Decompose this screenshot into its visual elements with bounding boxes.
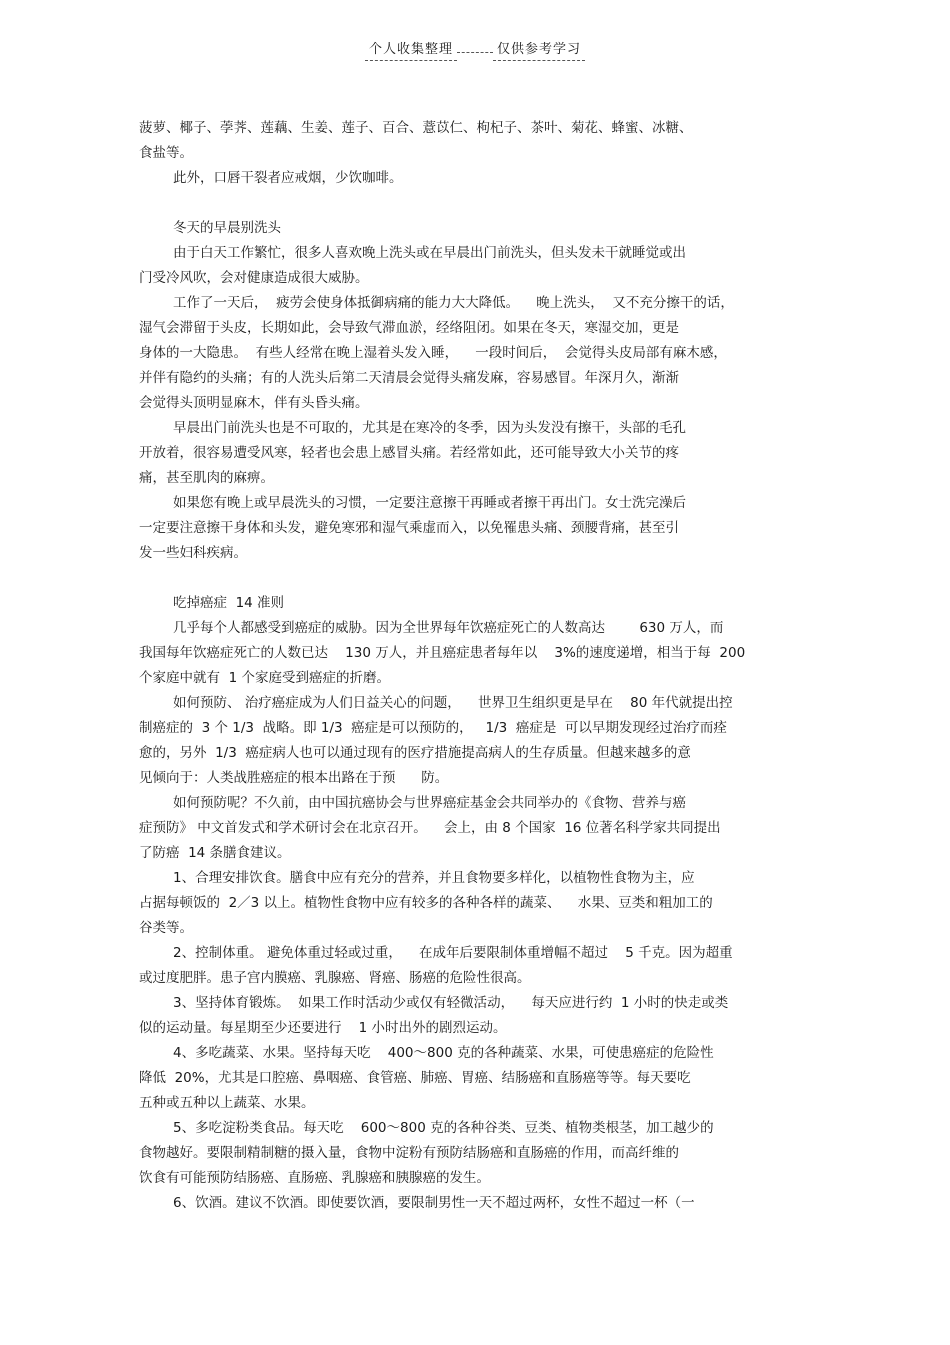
- text-line: 6、饮酒。建议不饮酒。即使要饮酒，要限制男性一天不超过两杯，女性不超过一杯（一: [173, 1195, 695, 1211]
- text-line: 我国每年饮癌症死亡的人数已达 130 万人，并且癌症患者每年以 3%的速度递增，相当于每 200: [139, 645, 746, 661]
- text-line: 降低 20%，尤其是口腔癌、鼻咽癌、食管癌、肺癌、胃癌、结肠癌和直肠癌等等。每天要吃: [139, 1070, 691, 1086]
- text-line: 症预防》 中文首发式和学术研讨会在北京召开。 会上，由 8 个国家 16 位著名科学家共同提出: [139, 820, 721, 836]
- text-line: 身体的一大隐患。 有些人经常在晚上湿着头发入睡， 一段时间后， 会觉得头皮局部有麻木感，: [139, 345, 727, 361]
- text-line: 菠萝、椰子、荸荠、莲藕、生姜、莲子、百合、薏苡仁、枸杞子、茶叶、菊花、蜂蜜、冰糖、: [139, 120, 693, 136]
- text-line: 如何预防、 治疗癌症成为人们日益关心的问题， 世界卫生组织更是早在 80 年代就提出控: [173, 695, 733, 711]
- text-line: 会觉得头顶明显麻木，伴有头昏头痛。: [139, 395, 369, 411]
- text-line: 2、控制体重。 避免体重过轻或过重， 在成年后要限制体重增幅不超过 5 千克。因为超重: [173, 945, 733, 961]
- text-line: 由于白天工作繁忙，很多人喜欢晚上洗头或在早晨出门前洗头，但头发未干就睡觉或出: [173, 245, 686, 261]
- text-line: 开放着，很容易遭受风寒，轻者也会患上感冒头痛。若经常如此，还可能导致大小关节的疼: [139, 445, 679, 461]
- text-line: 五种或五种以上蔬菜、水果。: [139, 1095, 315, 1111]
- text-line: 饮食有可能预防结肠癌、直肠癌、乳腺癌和胰腺癌的发生。: [139, 1170, 490, 1186]
- text-line: 愈的，另外 1/3 癌症病人也可以通过现有的医疗措施提高病人的生存质量。但越来越多的意: [139, 745, 691, 761]
- blank-line: [139, 191, 819, 216]
- text-line: 冬天的早晨别洗头: [173, 220, 281, 236]
- text-line: 湿气会滞留于头皮，长期如此，会导致气滞血淤，经络阻闭。如果在冬天，寒湿交加，更是: [139, 320, 679, 336]
- text-line: 4、多吃蔬菜、水果。坚持每天吃 400～800 克的各种蔬菜、水果，可使患癌症的危险性: [173, 1045, 714, 1061]
- text-line: 个家庭中就有 1 个家庭受到癌症的折磨。: [139, 670, 390, 686]
- blank-line: [139, 566, 819, 591]
- header-left-text: 个人收集整理: [365, 38, 457, 61]
- text-line: 3、坚持体育锻炼。 如果工作时活动少或仅有轻微活动， 每天应进行约 1 小时的快走或类: [173, 995, 729, 1011]
- text-line: 此外，口唇干裂者应戒烟，少饮咖啡。: [173, 170, 403, 186]
- text-line: 并伴有隐约的头痛；有的人洗头后第二天清晨会觉得头痛发麻，容易感冒。年深月久，渐渐: [139, 370, 679, 386]
- text-line: 痛，甚至肌肉的麻痹。: [139, 470, 274, 486]
- header-right-text: 仅供参考学习: [493, 38, 585, 61]
- text-line: 工作了一天后， 疲劳会使身体抵御病痛的能力大大降低。 晚上洗头， 又不充分擦干的话，: [173, 295, 734, 311]
- text-line: 食物越好。要限制精制糖的摄入量，食物中淀粉有预防结肠癌和直肠癌的作用，而高纤维的: [139, 1145, 679, 1161]
- text-line: 吃掉癌症 14 准则: [173, 595, 285, 611]
- text-line: 早晨出门前洗头也是不可取的，尤其是在寒冷的冬季，因为头发没有擦干，头部的毛孔: [173, 420, 686, 436]
- text-line: 占据每顿饭的 2／3 以上。植物性食物中应有较多的各种各样的蔬菜、 水果、豆类和粗加工的: [139, 895, 713, 911]
- text-line: 如何预防呢？不久前，由中国抗癌协会与世界癌症基金会共同举办的《食物、营养与癌: [173, 795, 686, 811]
- text-line: 食盐等。: [139, 145, 193, 161]
- text-line: 门受冷风吹，会对健康造成很大威胁。: [139, 270, 369, 286]
- text-line: 见倾向于：人类战胜癌症的根本出路在于预 防。: [139, 770, 449, 786]
- text-line: 5、多吃淀粉类食品。每天吃 600～800 克的各种谷类、豆类、植物类根茎，加工越少的: [173, 1120, 714, 1136]
- text-line: 1、合理安排饮食。膳食中应有充分的营养，并且食物要多样化，以植物性食物为主，应: [173, 870, 695, 886]
- text-line: 如果您有晚上或早晨洗头的习惯，一定要注意擦干再睡或者擦干再出门。女士洗完澡后: [173, 495, 686, 511]
- text-line: 谷类等。: [139, 920, 193, 936]
- text-line: 几乎每个人都感受到癌症的威胁。因为全世界每年饮癌症死亡的人数高达 630 万人，而: [173, 620, 724, 636]
- text-line: 了防癌 14 条膳食建议。: [139, 845, 291, 861]
- text-line: 或过度肥胖。患子宫内膜癌、乳腺癌、肾癌、肠癌的危险性很高。: [139, 970, 531, 986]
- text-line: 发一些妇科疾病。: [139, 545, 247, 561]
- page-header: [0, 38, 950, 61]
- text-line: 似的运动量。每星期至少还要进行 1 小时出外的剧烈运动。: [139, 1020, 507, 1036]
- text-line: 一定要注意擦干身体和头发，避免寒邪和湿气乘虚而入，以免罹患头痛、颈腰背痛，甚至引: [139, 520, 679, 536]
- document-body: [139, 116, 819, 1216]
- text-line: 制癌症的 3 个 1/3 战略。即 1/3 癌症是可以预防的， 1/3 癌症是 可以早期发现经过治疗而痊: [139, 720, 727, 736]
